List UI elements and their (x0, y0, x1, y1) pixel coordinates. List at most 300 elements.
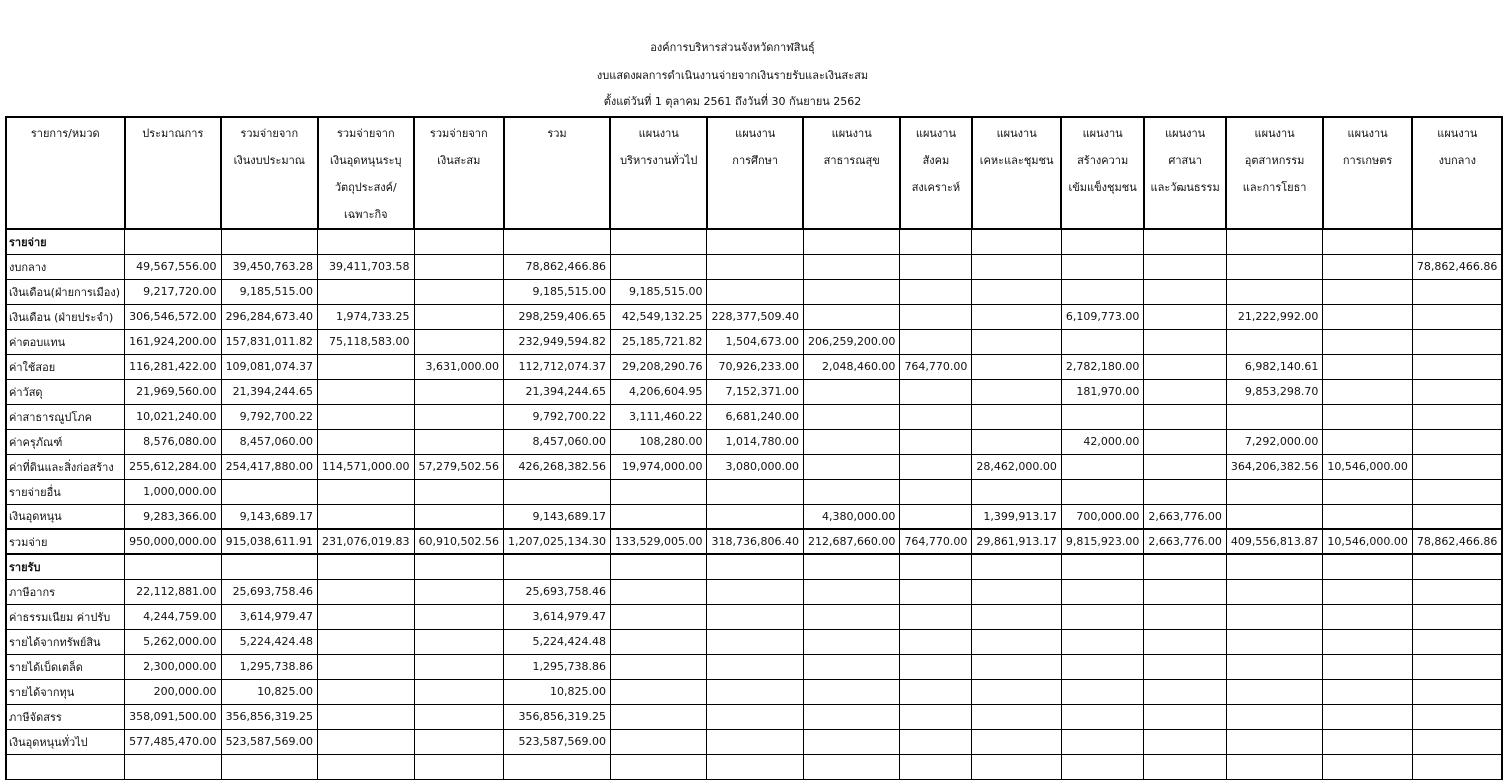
amount-cell (900, 704, 972, 729)
amount-cell: 764,770.00 (900, 529, 972, 554)
amount-cell (972, 604, 1061, 629)
amount-cell (414, 654, 503, 679)
amount-cell (1412, 579, 1502, 604)
amount-cell: 200,000.00 (125, 679, 221, 704)
amount-cell (414, 304, 503, 329)
amount-cell: 9,217,720.00 (125, 279, 221, 304)
amount-cell (803, 654, 899, 679)
amount-cell (610, 754, 706, 779)
row-label: ค่าวัสดุ (6, 379, 125, 404)
amount-cell (900, 554, 972, 579)
row-label: ค่าตอบแทน (6, 329, 125, 354)
amount-cell (610, 629, 706, 654)
amount-cell (803, 604, 899, 629)
table-row (6, 729, 1502, 754)
amount-cell: 8,457,060.00 (221, 429, 317, 454)
amount-cell (1323, 579, 1412, 604)
amount-cell (414, 554, 503, 579)
amount-cell (1323, 329, 1412, 354)
column-header (6, 117, 125, 229)
amount-cell: 8,576,080.00 (125, 429, 221, 454)
column-header-line: เงินอุดหนุนระบุ (330, 154, 402, 167)
amount-cell (1226, 404, 1322, 429)
amount-cell: 426,268,382.56 (504, 454, 611, 479)
amount-cell: 915,038,611.91 (221, 529, 317, 554)
row-label: รายได้จากทุน (6, 679, 125, 704)
amount-cell (1226, 604, 1322, 629)
amount-cell: 109,081,074.37 (221, 354, 317, 379)
column-header-line: แผนงาน (1082, 127, 1123, 140)
amount-cell: 42,000.00 (1061, 429, 1143, 454)
amount-cell (803, 404, 899, 429)
table-row (6, 304, 1502, 329)
column-header-line: วัตถุประสงค์/ (334, 181, 397, 194)
amount-cell (1061, 554, 1143, 579)
row-label: รายได้จากทรัพย์สิน (6, 629, 125, 654)
amount-cell (414, 729, 503, 754)
amount-cell (318, 354, 414, 379)
amount-cell (1061, 704, 1143, 729)
amount-cell (1412, 704, 1502, 729)
amount-cell (1323, 354, 1412, 379)
amount-cell (972, 679, 1061, 704)
amount-cell (972, 754, 1061, 779)
amount-cell (972, 404, 1061, 429)
organization-title: องค์การบริหารส่วนจังหวัดกาฬสินธุ์ (650, 41, 815, 54)
amount-cell: 5,224,424.48 (221, 629, 317, 654)
amount-cell (318, 654, 414, 679)
column-header-line: การศึกษา (732, 154, 779, 167)
row-label: รายรับ (6, 554, 125, 579)
amount-cell (1226, 679, 1322, 704)
amount-cell (803, 429, 899, 454)
amount-cell: 6,982,140.61 (1226, 354, 1322, 379)
amount-cell (972, 254, 1061, 279)
amount-cell (1226, 704, 1322, 729)
amount-cell (1061, 329, 1143, 354)
column-header-line: แผนงาน (996, 127, 1037, 140)
amount-cell: 298,259,406.65 (504, 304, 611, 329)
amount-cell (318, 429, 414, 454)
amount-cell (707, 279, 803, 304)
column-header (125, 117, 221, 229)
amount-cell: 42,549,132.25 (610, 304, 706, 329)
amount-cell (1412, 479, 1502, 504)
amount-cell: 29,861,913.17 (972, 529, 1061, 554)
amount-cell (504, 554, 611, 579)
amount-cell (1144, 754, 1226, 779)
column-header-line: รวมจ่ายจาก (240, 127, 299, 140)
amount-cell: 523,587,569.00 (221, 729, 317, 754)
amount-cell (900, 429, 972, 454)
amount-cell (707, 704, 803, 729)
amount-cell: 5,224,424.48 (504, 629, 611, 654)
amount-cell: 4,244,759.00 (125, 604, 221, 629)
amount-cell (803, 254, 899, 279)
amount-cell (221, 754, 317, 779)
amount-cell (1412, 654, 1502, 679)
amount-cell: 9,815,923.00 (1061, 529, 1143, 554)
amount-cell (1144, 379, 1226, 404)
amount-cell (900, 729, 972, 754)
amount-cell: 8,457,060.00 (504, 429, 611, 454)
amount-cell: 318,736,806.40 (707, 529, 803, 554)
amount-cell (707, 729, 803, 754)
amount-cell: 255,612,284.00 (125, 454, 221, 479)
column-header-line: แผนงาน (1254, 127, 1295, 140)
amount-cell (707, 554, 803, 579)
amount-cell (1061, 404, 1143, 429)
amount-cell: 950,000,000.00 (125, 529, 221, 554)
amount-cell (1061, 729, 1143, 754)
amount-cell (1144, 729, 1226, 754)
table-row (6, 629, 1502, 654)
amount-cell (504, 479, 611, 504)
amount-cell (1323, 429, 1412, 454)
amount-cell: 112,712,074.37 (504, 354, 611, 379)
amount-cell (1323, 754, 1412, 779)
amount-cell (1226, 554, 1322, 579)
amount-cell: 57,279,502.56 (414, 454, 503, 479)
amount-cell (318, 729, 414, 754)
amount-cell (803, 629, 899, 654)
amount-cell: 3,614,979.47 (504, 604, 611, 629)
amount-cell (414, 404, 503, 429)
amount-cell (610, 604, 706, 629)
amount-cell (318, 229, 414, 254)
amount-cell (972, 379, 1061, 404)
amount-cell (803, 379, 899, 404)
amount-cell (1226, 654, 1322, 679)
amount-cell (972, 629, 1061, 654)
amount-cell (1323, 654, 1412, 679)
amount-cell (900, 254, 972, 279)
amount-cell (707, 504, 803, 529)
amount-cell (1323, 629, 1412, 654)
amount-cell: 1,000,000.00 (125, 479, 221, 504)
column-header (1226, 117, 1322, 229)
amount-cell: 9,185,515.00 (221, 279, 317, 304)
column-header-line: สงเคราะห์ (911, 181, 961, 194)
amount-cell: 296,284,673.40 (221, 304, 317, 329)
amount-cell: 10,021,240.00 (125, 404, 221, 429)
amount-cell (1061, 679, 1143, 704)
amount-cell (610, 654, 706, 679)
table-row (6, 404, 1502, 429)
amount-cell (972, 579, 1061, 604)
amount-cell (1323, 404, 1412, 429)
amount-cell (221, 229, 317, 254)
amount-cell: 39,411,703.58 (318, 254, 414, 279)
section-row (6, 229, 1502, 254)
amount-cell (900, 279, 972, 304)
amount-cell (1412, 404, 1502, 429)
column-header-line: แผนงาน (831, 127, 872, 140)
column-header-line: ประมาณการ (142, 127, 204, 140)
amount-cell: 78,862,466.86 (1412, 254, 1502, 279)
amount-cell (414, 629, 503, 654)
table-row (6, 479, 1502, 504)
amount-cell: 4,380,000.00 (803, 504, 899, 529)
column-header-line: แผนงาน (915, 127, 956, 140)
amount-cell (1144, 254, 1226, 279)
amount-cell (125, 229, 221, 254)
amount-cell: 181,970.00 (1061, 379, 1143, 404)
amount-cell: 231,076,019.83 (318, 529, 414, 554)
amount-cell (1226, 754, 1322, 779)
amount-cell: 10,546,000.00 (1323, 454, 1412, 479)
amount-cell (610, 679, 706, 704)
row-label: ค่าธรรมเนียม ค่าปรับ (6, 604, 125, 629)
row-label: รวมจ่าย (6, 529, 125, 554)
table-row (6, 604, 1502, 629)
table-row (6, 454, 1502, 479)
amount-cell (1412, 304, 1502, 329)
amount-cell (707, 579, 803, 604)
amount-cell: 2,663,776.00 (1144, 529, 1226, 554)
amount-cell (414, 604, 503, 629)
amount-cell (221, 554, 317, 579)
row-label: เงินเดือน (ฝ่ายประจำ) (6, 304, 125, 329)
table-row (6, 329, 1502, 354)
amount-cell (707, 229, 803, 254)
row-label: ค่าสาธารณูปโภค (6, 404, 125, 429)
amount-cell (1144, 404, 1226, 429)
row-label: รายจ่ายอื่น (6, 479, 125, 504)
amount-cell: 1,399,913.17 (972, 504, 1061, 529)
table-row (6, 354, 1502, 379)
table-row (6, 504, 1502, 529)
amount-cell (900, 679, 972, 704)
amount-cell (1323, 704, 1412, 729)
amount-cell (972, 229, 1061, 254)
column-header-line: เงินสะสม (437, 154, 481, 167)
amount-cell (1323, 229, 1412, 254)
amount-cell (972, 654, 1061, 679)
column-header-line: เข้มแข็งชุมชน (1068, 181, 1137, 194)
table-row (6, 704, 1502, 729)
amount-cell (1412, 679, 1502, 704)
amount-cell (1144, 429, 1226, 454)
amount-cell: 7,292,000.00 (1226, 429, 1322, 454)
table-row (6, 654, 1502, 679)
amount-cell (1323, 304, 1412, 329)
operations-statement-table (5, 116, 1503, 780)
amount-cell (318, 754, 414, 779)
amount-cell (900, 604, 972, 629)
amount-cell: 228,377,509.40 (707, 304, 803, 329)
amount-cell: 9,792,700.22 (504, 404, 611, 429)
amount-cell: 2,782,180.00 (1061, 354, 1143, 379)
amount-cell (900, 379, 972, 404)
amount-cell (1226, 254, 1322, 279)
amount-cell (900, 304, 972, 329)
amount-cell: 108,280.00 (610, 429, 706, 454)
amount-cell: 306,546,572.00 (125, 304, 221, 329)
amount-cell (1144, 329, 1226, 354)
amount-cell (1226, 229, 1322, 254)
amount-cell (1323, 479, 1412, 504)
amount-cell (1412, 629, 1502, 654)
amount-cell: 206,259,200.00 (803, 329, 899, 354)
amount-cell: 523,587,569.00 (504, 729, 611, 754)
amount-cell: 28,462,000.00 (972, 454, 1061, 479)
row-label: ภาษีอากร (6, 579, 125, 604)
row-label: ค่าครุภัณฑ์ (6, 429, 125, 454)
row-label: เงินเดือน(ฝ่ายการเมือง) (6, 279, 125, 304)
amount-cell (318, 679, 414, 704)
row-label (6, 754, 125, 779)
amount-cell (707, 254, 803, 279)
amount-cell (1323, 554, 1412, 579)
amount-cell (414, 754, 503, 779)
amount-cell (1323, 604, 1412, 629)
amount-cell (1412, 329, 1502, 354)
amount-cell: 4,206,604.95 (610, 379, 706, 404)
amount-cell (972, 329, 1061, 354)
amount-cell (1412, 504, 1502, 529)
amount-cell (1061, 579, 1143, 604)
column-header-line: ศาสนา (1168, 154, 1202, 167)
amount-cell: 3,111,460.22 (610, 404, 706, 429)
column-header-line: แผนงาน (638, 127, 679, 140)
amount-cell (414, 679, 503, 704)
amount-cell: 133,529,005.00 (610, 529, 706, 554)
amount-cell: 157,831,011.82 (221, 329, 317, 354)
amount-cell: 10,825.00 (504, 679, 611, 704)
amount-cell (1412, 729, 1502, 754)
amount-cell (1412, 554, 1502, 579)
row-label: รายได้เบ็ดเตล็ด (6, 654, 125, 679)
amount-cell (972, 304, 1061, 329)
column-header (1412, 117, 1502, 229)
amount-cell (900, 654, 972, 679)
amount-cell (1412, 754, 1502, 779)
row-label: ค่าใช้สอย (6, 354, 125, 379)
amount-cell (803, 554, 899, 579)
amount-cell (803, 454, 899, 479)
amount-cell (707, 629, 803, 654)
row-label: งบกลาง (6, 254, 125, 279)
amount-cell: 356,856,319.25 (221, 704, 317, 729)
amount-cell: 3,080,000.00 (707, 454, 803, 479)
total-row (6, 529, 1502, 554)
amount-cell: 19,974,000.00 (610, 454, 706, 479)
section-row (6, 554, 1502, 579)
amount-cell: 6,109,773.00 (1061, 304, 1143, 329)
amount-cell: 5,262,000.00 (125, 629, 221, 654)
amount-cell: 22,112,881.00 (125, 579, 221, 604)
amount-cell (1226, 579, 1322, 604)
amount-cell (414, 704, 503, 729)
amount-cell: 212,687,660.00 (803, 529, 899, 554)
amount-cell (318, 579, 414, 604)
column-header (900, 117, 972, 229)
amount-cell (1144, 629, 1226, 654)
amount-cell (1226, 329, 1322, 354)
amount-cell (900, 404, 972, 429)
amount-cell: 2,300,000.00 (125, 654, 221, 679)
amount-cell: 161,924,200.00 (125, 329, 221, 354)
table-row (6, 379, 1502, 404)
amount-cell: 7,152,371.00 (707, 379, 803, 404)
amount-cell (803, 229, 899, 254)
amount-cell: 358,091,500.00 (125, 704, 221, 729)
amount-cell (803, 579, 899, 604)
amount-cell (610, 254, 706, 279)
amount-cell (504, 229, 611, 254)
amount-cell (972, 704, 1061, 729)
amount-cell (1323, 504, 1412, 529)
amount-cell (707, 604, 803, 629)
amount-cell (900, 754, 972, 779)
table-row (6, 579, 1502, 604)
column-header-line: แผนงาน (1437, 127, 1478, 140)
amount-cell: 2,048,460.00 (803, 354, 899, 379)
amount-cell (504, 754, 611, 779)
amount-cell: 9,283,366.00 (125, 504, 221, 529)
row-label: ค่าที่ดินและสิ่งก่อสร้าง (6, 454, 125, 479)
column-header-line: บริหารงานทั่วไป (620, 154, 698, 167)
amount-cell (972, 729, 1061, 754)
column-header-line: งบกลาง (1438, 154, 1476, 167)
amount-cell (414, 504, 503, 529)
amount-cell (318, 704, 414, 729)
table-body (6, 229, 1502, 779)
column-header-line: สาธารณสุข (823, 154, 880, 167)
amount-cell: 9,853,298.70 (1226, 379, 1322, 404)
amount-cell (1061, 454, 1143, 479)
amount-cell: 577,485,470.00 (125, 729, 221, 754)
amount-cell (972, 429, 1061, 454)
amount-cell (1061, 479, 1143, 504)
column-header (414, 117, 503, 229)
amount-cell (1412, 229, 1502, 254)
row-label: รายจ่าย (6, 229, 125, 254)
amount-cell (414, 429, 503, 454)
column-header-line: สังคม (922, 154, 950, 167)
column-header-line: แผนงาน (735, 127, 776, 140)
amount-cell (707, 479, 803, 504)
amount-cell (900, 629, 972, 654)
column-header (318, 117, 414, 229)
column-header (803, 117, 899, 229)
amount-cell (1323, 729, 1412, 754)
amount-cell (318, 279, 414, 304)
column-header (504, 117, 611, 229)
amount-cell (318, 404, 414, 429)
amount-cell (414, 379, 503, 404)
amount-cell (1144, 679, 1226, 704)
amount-cell: 9,792,700.22 (221, 404, 317, 429)
amount-cell: 25,185,721.82 (610, 329, 706, 354)
amount-cell: 9,143,689.17 (504, 504, 611, 529)
amount-cell (221, 479, 317, 504)
amount-cell (610, 504, 706, 529)
column-header (1061, 117, 1143, 229)
amount-cell (610, 579, 706, 604)
column-header (610, 117, 706, 229)
amount-cell (972, 279, 1061, 304)
amount-cell (1061, 254, 1143, 279)
amount-cell: 1,974,733.25 (318, 304, 414, 329)
amount-cell: 700,000.00 (1061, 504, 1143, 529)
amount-cell (1144, 229, 1226, 254)
amount-cell (125, 754, 221, 779)
column-header-line: รวมจ่ายจาก (429, 127, 488, 140)
column-header-line: เงินงบประมาณ (233, 154, 306, 167)
column-header-line: รวมจ่ายจาก (336, 127, 395, 140)
